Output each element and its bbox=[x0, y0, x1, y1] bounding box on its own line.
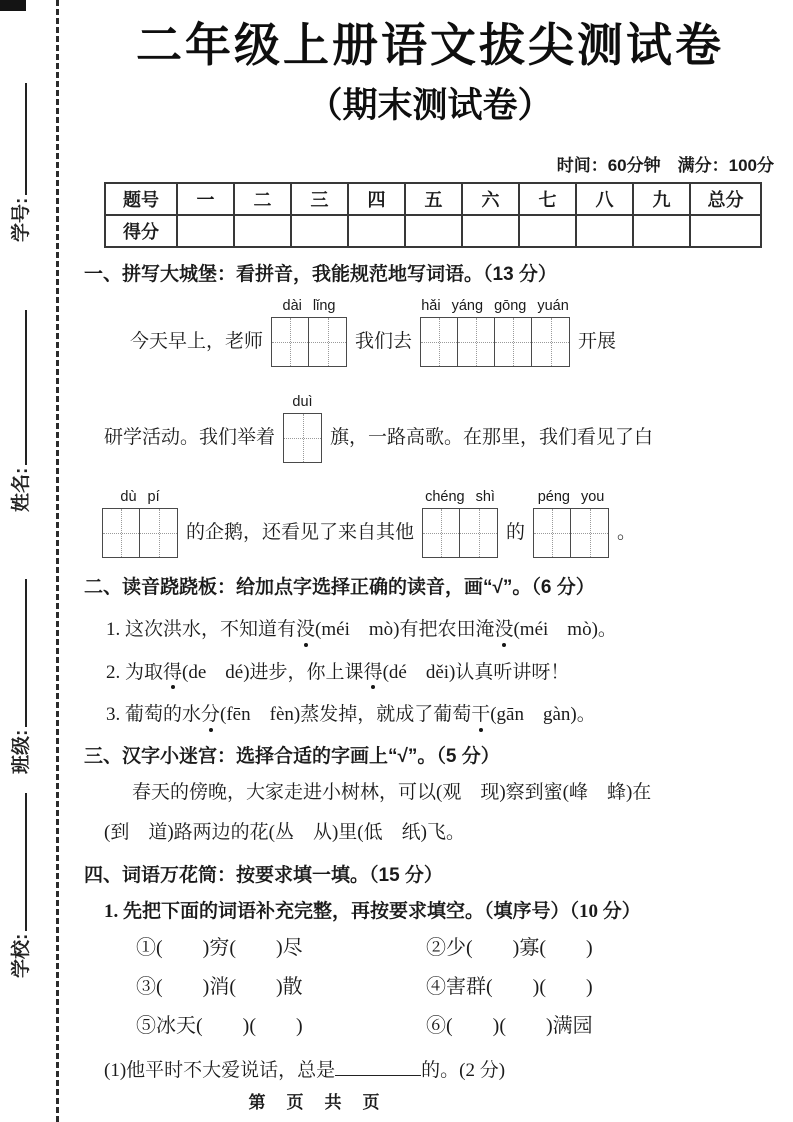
sentence-text: 的。(2 分) bbox=[421, 1060, 506, 1081]
writing-cell[interactable] bbox=[458, 318, 495, 366]
emphasis-char: 分 bbox=[201, 702, 220, 728]
idiom-blank-5[interactable]: ⑤冰天( )( ) bbox=[136, 1015, 303, 1037]
writing-cell[interactable] bbox=[532, 318, 569, 366]
idiom-blank-1[interactable]: ①( )穷( )尽 bbox=[136, 937, 303, 959]
name-fill-line[interactable] bbox=[25, 310, 27, 465]
section-3-line-2: (到 道)路两边的花(丛 从)里(低 纸)飞。 bbox=[104, 822, 465, 844]
writing-grid-dui bbox=[283, 394, 322, 463]
section-1-line-3 bbox=[84, 489, 776, 558]
sentence-text: 旗，一路高歌。在那里，我们看见了白 bbox=[330, 427, 654, 449]
sentence-text: 3. 葡萄的水 bbox=[106, 704, 202, 726]
sentence-text: 研学活动。我们举着 bbox=[104, 427, 276, 449]
writing-cell[interactable] bbox=[460, 509, 497, 557]
exam-time-score-meta: 时间：60分钟 满分：100分 bbox=[556, 155, 774, 175]
sentence-text: (dé děi)认真听讲呀！ bbox=[382, 661, 570, 683]
writing-cell[interactable] bbox=[571, 509, 608, 557]
student-id-label: 学号: bbox=[11, 197, 32, 242]
score-cell[interactable] bbox=[462, 215, 519, 247]
school-fill-line[interactable] bbox=[25, 793, 27, 931]
idiom-blank-row-3 bbox=[84, 1013, 776, 1039]
writing-grid-pengyou bbox=[533, 489, 609, 558]
writing-cell[interactable] bbox=[103, 509, 140, 557]
header-cell-3: 三 bbox=[291, 183, 348, 215]
sentence-text: (fēn fèn)蒸发掉，就成了葡萄 bbox=[220, 704, 472, 726]
scan-corner-artifact bbox=[0, 0, 26, 11]
section-2-item-1 bbox=[84, 617, 776, 643]
emphasis-char: 干 bbox=[471, 702, 490, 728]
school-label: 学校: bbox=[11, 933, 32, 978]
sidebar-student-id bbox=[12, 83, 31, 242]
sentence-text: 。 bbox=[617, 522, 637, 544]
sentence-text: 2. 为取 bbox=[106, 661, 164, 683]
page-footer: 第 页 共 页 bbox=[248, 1093, 382, 1112]
emphasis-char: 没 bbox=[494, 617, 513, 643]
idiom-blank-row-2 bbox=[84, 974, 776, 1000]
section-3-line-1: 春天的傍晚，大家走进小树林，可以(观 现)察到蜜(峰 蜂)在 bbox=[132, 782, 652, 804]
section-4-sub-question-1: 1. 先把下面的词语补充完整，再按要求填空。（填序号）（10 分） bbox=[104, 901, 641, 923]
page-title: 二年级上册语文拔尖测试卷 bbox=[136, 19, 724, 71]
pinyin-label: duì bbox=[292, 394, 313, 411]
writing-cell[interactable] bbox=[423, 509, 460, 557]
writing-cell[interactable] bbox=[272, 318, 309, 366]
sentence-text: 的企鹅，还看见了来自其他 bbox=[186, 522, 415, 544]
writing-grid-chengshi bbox=[422, 489, 498, 558]
writing-grid-dailing bbox=[271, 298, 347, 367]
header-cell-5: 五 bbox=[405, 183, 462, 215]
score-table-score-row bbox=[105, 215, 761, 247]
writing-cell[interactable] bbox=[284, 414, 321, 462]
writing-cell[interactable] bbox=[495, 318, 532, 366]
writing-cell[interactable] bbox=[421, 318, 458, 366]
pinyin-label: péng you bbox=[537, 489, 605, 506]
pinyin-label: dù pí bbox=[120, 489, 160, 506]
sidebar-class bbox=[12, 579, 31, 774]
header-cell-7: 七 bbox=[519, 183, 576, 215]
sentence-text: 1. 这次洪水，不知道有 bbox=[106, 618, 297, 640]
header-cell-1: 一 bbox=[177, 183, 234, 215]
sentence-text: 我们去 bbox=[355, 331, 413, 353]
idiom-blank-row-1 bbox=[84, 935, 776, 961]
header-cell-9: 九 bbox=[633, 183, 690, 215]
idiom-blank-3[interactable]: ③( )消( )散 bbox=[136, 976, 303, 998]
page-subtitle: （期末测试卷） bbox=[307, 85, 553, 125]
sentence-text: (de dé)进步，你上课 bbox=[182, 661, 364, 683]
emphasis-char: 得 bbox=[364, 660, 383, 686]
section-2-item-2 bbox=[84, 660, 776, 686]
pinyin-label: hǎi yáng gōng yuán bbox=[421, 298, 569, 315]
paper-content bbox=[84, 0, 776, 1084]
score-row-label: 得分 bbox=[105, 215, 177, 247]
sentence-text: (méi mò)。 bbox=[513, 618, 617, 640]
class-label: 班级: bbox=[11, 729, 32, 774]
idiom-blank-6[interactable]: ⑥( )( )满园 bbox=[426, 1015, 593, 1037]
writing-grid-haiyanggongyuan bbox=[420, 298, 570, 367]
section-3-heading: 三、汉字小迷宫：选择合适的字画上“√”。（5 分） bbox=[84, 745, 500, 767]
score-cell[interactable] bbox=[405, 215, 462, 247]
sidebar-name bbox=[12, 310, 31, 512]
section-1-line-1 bbox=[84, 298, 776, 367]
header-cell-8: 八 bbox=[576, 183, 633, 215]
score-cell[interactable] bbox=[348, 215, 405, 247]
writing-cell[interactable] bbox=[534, 509, 571, 557]
score-cell[interactable] bbox=[690, 215, 761, 247]
score-cell[interactable] bbox=[234, 215, 291, 247]
name-label: 姓名: bbox=[11, 467, 32, 512]
header-cell-timu: 题号 bbox=[105, 183, 177, 215]
idiom-blank-4[interactable]: ④害群( )( ) bbox=[426, 976, 593, 998]
writing-cell[interactable] bbox=[140, 509, 177, 557]
score-cell[interactable] bbox=[576, 215, 633, 247]
score-cell[interactable] bbox=[519, 215, 576, 247]
margin-dashed-cut-line bbox=[56, 0, 59, 1122]
header-cell-4: 四 bbox=[348, 183, 405, 215]
sentence-text: 今天早上，老师 bbox=[130, 331, 264, 353]
section-4-fill-question bbox=[84, 1057, 776, 1084]
answer-blank-line[interactable] bbox=[335, 1057, 421, 1076]
writing-cell[interactable] bbox=[309, 318, 346, 366]
header-cell-total: 总分 bbox=[690, 183, 761, 215]
section-1-line-2 bbox=[84, 394, 776, 463]
emphasis-char: 得 bbox=[163, 660, 182, 686]
idiom-blank-2[interactable]: ②少( )寡( ) bbox=[426, 937, 593, 959]
student-id-fill-line[interactable] bbox=[25, 83, 27, 195]
score-cell[interactable] bbox=[291, 215, 348, 247]
class-fill-line[interactable] bbox=[25, 579, 27, 727]
sentence-text: 的 bbox=[506, 522, 526, 544]
section-2-heading: 二、读音跷跷板：给加点字选择正确的读音，画“√”。（6 分） bbox=[84, 577, 595, 599]
header-cell-6: 六 bbox=[462, 183, 519, 215]
sentence-text: 开展 bbox=[578, 331, 617, 353]
score-cell[interactable] bbox=[633, 215, 690, 247]
score-table bbox=[104, 182, 762, 248]
pinyin-label: chéng shì bbox=[425, 489, 495, 506]
sentence-text: (méi mò)有把农田淹 bbox=[315, 618, 495, 640]
sentence-text: (gān gàn)。 bbox=[490, 704, 596, 726]
sentence-text: (1)他平时不大爱说话，总是 bbox=[104, 1060, 336, 1081]
writing-grid-dupi bbox=[102, 489, 178, 558]
score-table-header-row bbox=[105, 183, 761, 215]
sidebar-school bbox=[12, 793, 31, 978]
pinyin-label: dài lǐng bbox=[282, 298, 336, 315]
section-4-heading: 四、词语万花筒：按要求填一填。（15 分） bbox=[84, 864, 443, 886]
section-1-heading: 一、拼写大城堡：看拼音，我能规范地写词语。（13 分） bbox=[84, 263, 557, 285]
section-2-item-3 bbox=[84, 702, 776, 728]
emphasis-char: 没 bbox=[296, 617, 315, 643]
header-cell-2: 二 bbox=[234, 183, 291, 215]
score-cell[interactable] bbox=[177, 215, 234, 247]
